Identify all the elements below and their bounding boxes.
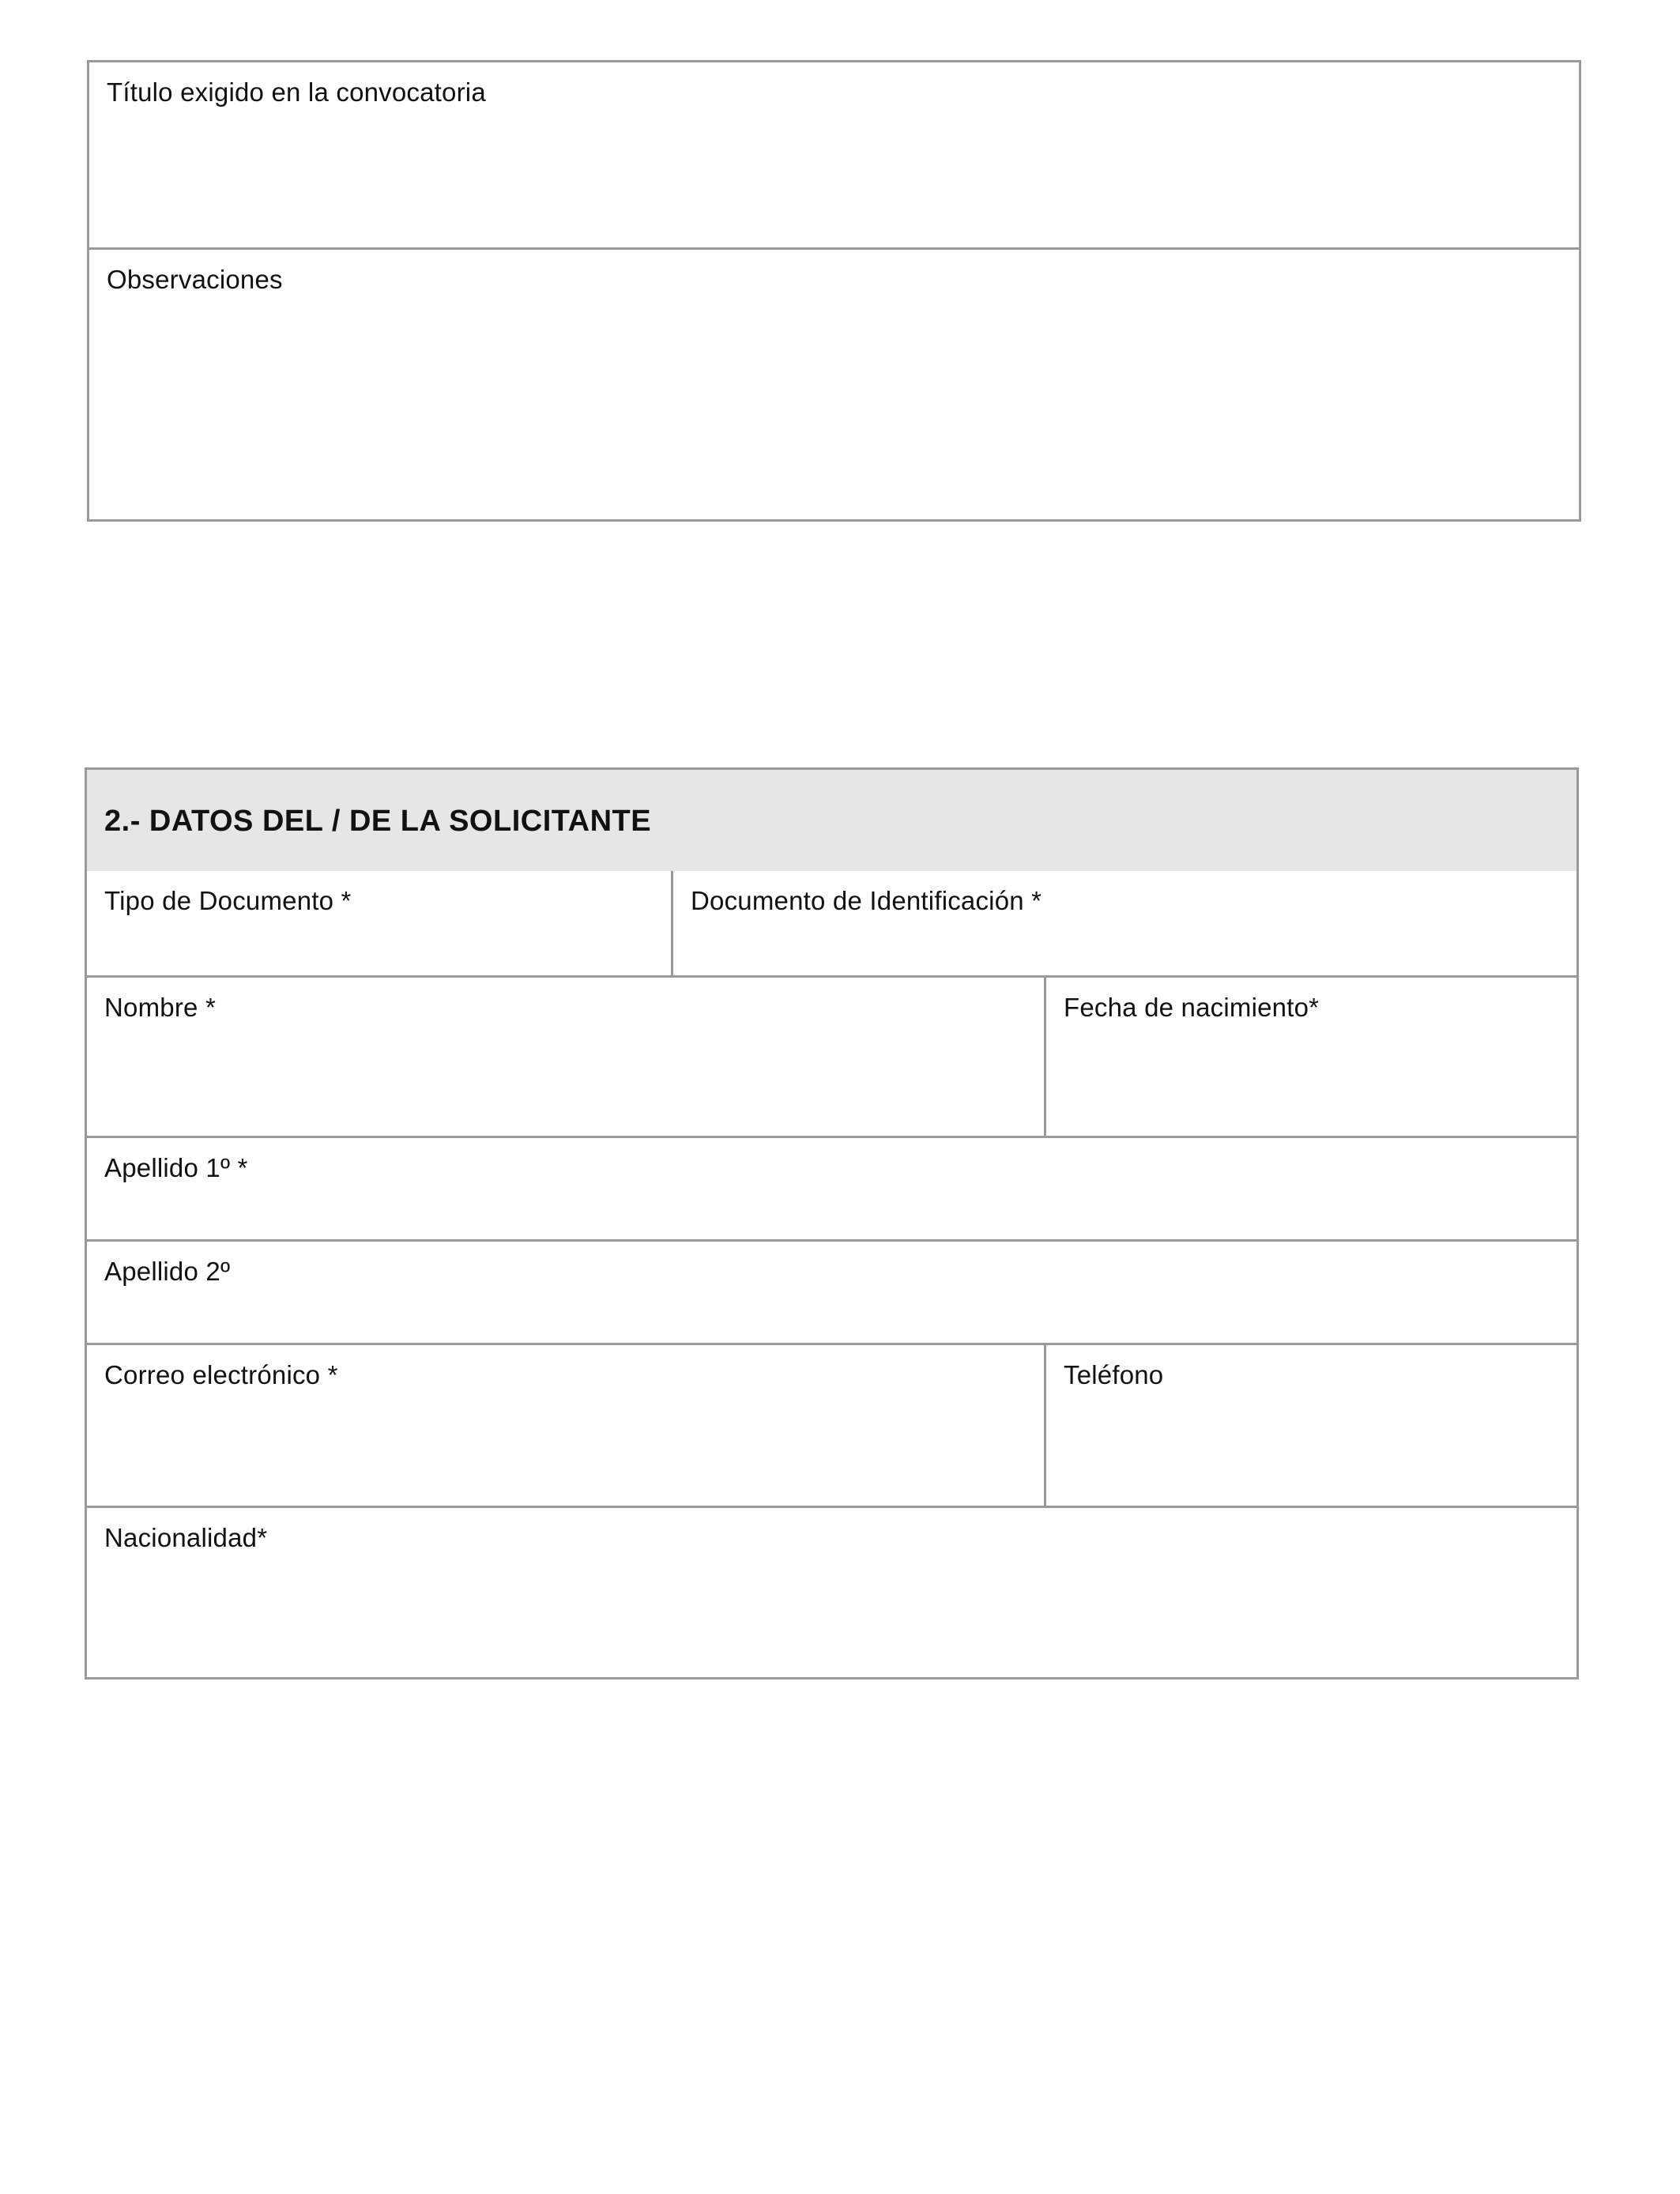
nacionalidad-field[interactable] <box>87 1506 1576 1677</box>
documento-row <box>87 871 1576 975</box>
observaciones-label: Observaciones <box>107 265 283 294</box>
nombre-label: Nombre * <box>104 993 216 1022</box>
apellido1-field[interactable] <box>87 1136 1576 1239</box>
tipo-documento-label: Tipo de Documento * <box>104 886 352 915</box>
observaciones-row[interactable] <box>89 247 1579 519</box>
documento-identificacion-label: Documento de Identificación * <box>691 886 1042 915</box>
fecha-nacimiento-field[interactable] <box>1044 978 1576 1136</box>
fecha-nacimiento-label: Fecha de nacimiento* <box>1064 993 1320 1022</box>
correo-label: Correo electrónico * <box>104 1360 338 1389</box>
section-header <box>87 770 1576 871</box>
apellido2-field[interactable] <box>87 1239 1576 1343</box>
nombre-field[interactable] <box>87 978 1044 1136</box>
top-table <box>87 60 1581 522</box>
contacto-row <box>87 1343 1576 1506</box>
nacionalidad-label: Nacionalidad* <box>104 1523 268 1552</box>
solicitante-table <box>85 767 1579 1679</box>
nombre-row <box>87 975 1576 1136</box>
telefono-label: Teléfono <box>1064 1360 1164 1389</box>
telefono-field[interactable] <box>1044 1345 1576 1506</box>
documento-identificacion-field[interactable] <box>671 871 1576 975</box>
tipo-documento-field[interactable] <box>87 871 671 975</box>
apellido2-label: Apellido 2º <box>104 1257 231 1286</box>
titulo-row[interactable] <box>89 62 1579 247</box>
section-title: 2.- DATOS DEL / DE LA SOLICITANTE <box>104 805 652 838</box>
titulo-label: Título exigido en la convocatoria <box>107 77 486 107</box>
apellido1-label: Apellido 1º * <box>104 1153 248 1182</box>
correo-field[interactable] <box>87 1345 1044 1506</box>
